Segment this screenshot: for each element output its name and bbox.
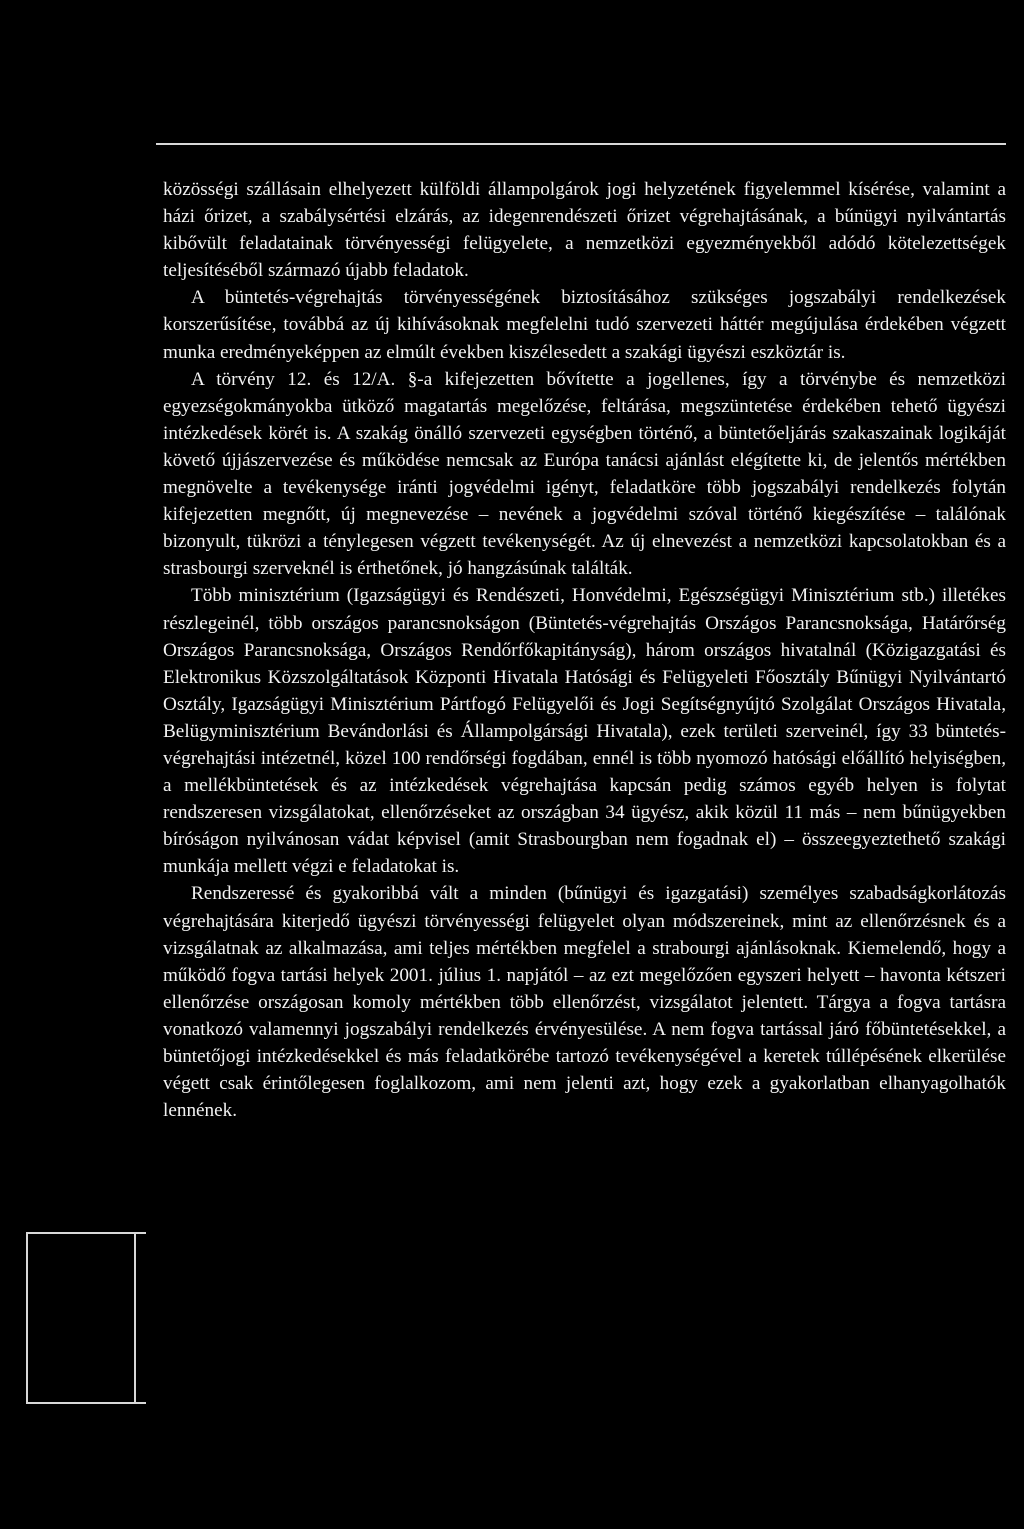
- margin-rule-bottom: [26, 1402, 146, 1404]
- body-text: [163, 176, 1006, 1124]
- paragraph-1: közösségi szállásain elhelyezett külföldi állampolgárok jogi helyzetének figyelemmel kísérése, valamint a házi őrizet, a szabálysértési elzárás, az idegenrendészeti őrizet végrehajtásának, a bűnügyi nyilvántartás kibővült feladatainak törvényességi felügyelete, a nemzetközi egyezményekből adódó kötelezettségek teljesítéséből származó újabb feladatok.: [163, 179, 1006, 282]
- paragraph-3: A törvény 12. és 12/A. §-a kifejezetten bővítette a jogellenes, így a törvénybe és nemzetközi egyezségokmányokba ütköző magatartás megelőzése, feltárása, megszüntetése érdekében tehető ügyészi intézkedések körét is. A szakág önálló szervezeti egységben történő, a büntetőeljárás szakaszainak logikáját követő újjászervezése és működése nemcsak az Európa tanácsi ajánlást elégítette ki, de jelentős mértékben megnövelte a tevékenysége iránti jogvédelmi igényt, feladatköre több jogszabályi rendelkezés folytán kifejezetten megnőtt, új megnevezése – nevének a jogvédelmi szóval történő kiegészítése – találónak bizonyult, tükrözi a ténylegesen végzett tevékenységét. Az új elnevezést a nemzetközi kapcsolatokban és a strasbourgi szerveknél is érthetőnek, jó hangzásúnak találták.: [163, 368, 1006, 580]
- paragraph-4: Több minisztérium (Igazságügyi és Rendészeti, Honvédelmi, Egészségügyi Minisztérium stb.) illetékes részlegeinél, több országos parancsnokságon (Büntetés-végrehajtás Országos Parancsnoksága, Határőrség Országos Parancsnoksága, Országos Rendőrfőkapitányság), három országos hivatalnál (Közigazgatási és Elektronikus Közszolgáltatások Központi Hivatala Hatósági és Felügyeleti Főosztály Bűnügyi Nyilvántartó Osztály, Igazságügyi Minisztérium Pártfogó Felügyelői és Jogi Segítségnyújtó Szolgálat Országos Hivatala, Belügyminisztérium Bevándorlási és Állampolgársági Hivatala), ezek területi szerveinél, így 33 büntetés-végrehajtási intézetnél, közel 100 rendőrségi fogdában, ennél is több nyomozó hatósági előállító helyiségben, a mellékbüntetések és az intézkedések végrehajtása kapcsán pedig számos egyéb helyen is folytat rendszeresen vizsgálatokat, ellenőrzéseket az országban 34 ügyész, akik közül 11 más – nem bűnügyekben bíróságon nyilvánosan vádat képvisel (amit Strasbourgban nem fogadnak el) – összeegyeztethető szakági munkája mellett végzi e feladatokat is.: [163, 585, 1006, 878]
- margin-box: [26, 1232, 136, 1404]
- margin-rule-top: [26, 1232, 146, 1234]
- top-rule: [156, 143, 1006, 145]
- paragraph-5: Rendszeressé és gyakoribbá vált a minden (bűnügyi és igazgatási) személyes szabadságkorlátozás végrehajtására kiterjedő ügyészi törvényességi felügyelet olyan módszereinek, mint az ellenőrzésnek és a vizsgálatnak az alkalmazása, ami teljes mértékben megfelel a strabourgi ajánlásoknak. Kiemelendő, hogy a működő fogva tartási helyek 2001. július 1. napjától – az ezt megelőzően egyszeri helyett – havonta kétszeri ellenőrzése országosan komoly mértékben több ellenőrzést, vizsgálatot jelentett. Tárgya a fogva tartásra vonatkozó valamennyi jogszabályi rendelkezés érvényesülése. A nem fogva tartással járó főbüntetésekkel, a büntetőjogi intézkedésekkel és más feladatkörébe tartozó tevékenységével a keretek túllépésének elkerülése végett csak érintőlegesen foglalkozom, ami nem jelenti azt, hogy ezek a gyakorlatban elhanyagolhatók lennének.: [163, 883, 1006, 1122]
- paragraph-2: A büntetés-végrehajtás törvényességének biztosításához szükséges jogszabályi rendelkezések korszerűsítése, továbbá az új kihívásoknak megfelelni tudó szervezeti háttér megújulása érdekében végzett munka eredményeképpen az elmúlt években kiszélesedett a szakági ügyészi eszköztár is.: [163, 287, 1006, 363]
